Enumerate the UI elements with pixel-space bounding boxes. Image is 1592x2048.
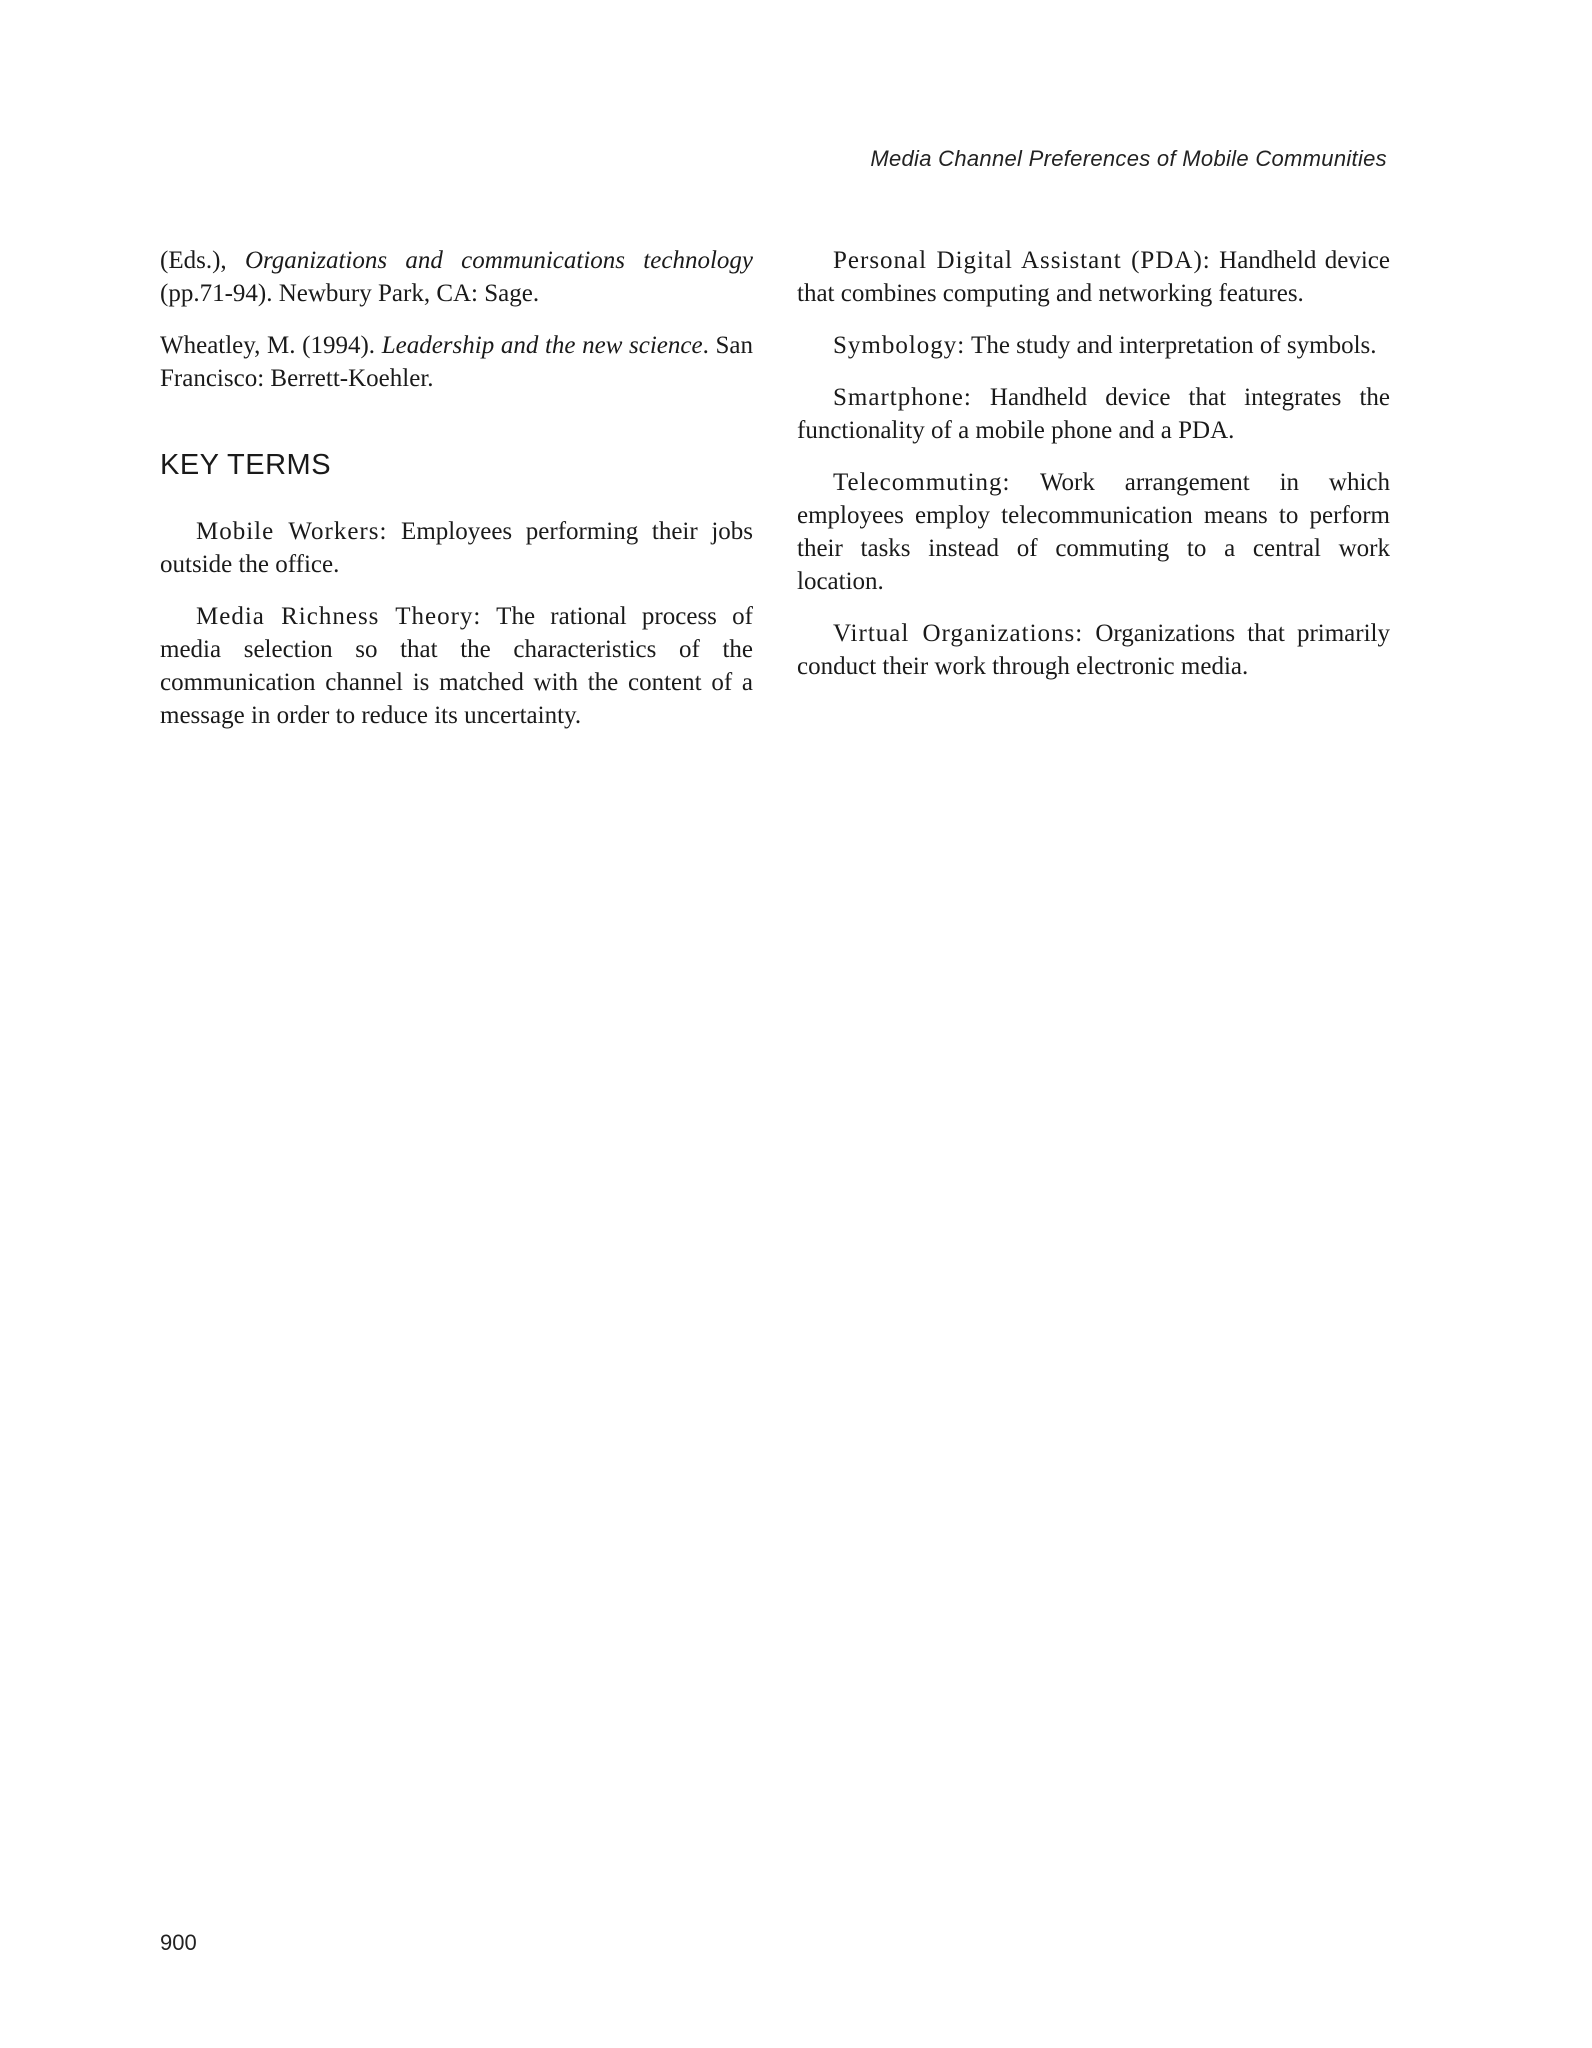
right-column bbox=[797, 244, 1390, 702]
key-term-definition: Employees performing their jobs outside the office. bbox=[160, 518, 753, 578]
key-term-entry bbox=[797, 617, 1390, 683]
reference-entry bbox=[160, 244, 753, 310]
key-term-entry bbox=[160, 515, 753, 581]
reference-title: Organizations and communications technology bbox=[244, 247, 753, 274]
key-term-definition: Work arrangement in which employees employ telecommunication means to perform their tasks instead of commuting to a central work location. bbox=[797, 469, 1390, 595]
key-term-name: Telecommuting: bbox=[833, 469, 1011, 496]
key-term-entry bbox=[797, 466, 1390, 598]
running-header: Media Channel Preferences of Mobile Communities bbox=[870, 146, 1387, 171]
key-term-definition: Handheld device that combines computing and networking features. bbox=[797, 247, 1390, 307]
reference-text: Wheatley, M. (1994). bbox=[160, 332, 382, 359]
key-term-definition: Organizations that primarily conduct their work through electronic media. bbox=[797, 620, 1390, 680]
key-term-definition: Handheld device that integrates the functionality of a mobile phone and a PDA. bbox=[797, 384, 1390, 444]
reference-text: (pp.71-94). Newbury Park, CA: Sage. bbox=[160, 280, 540, 307]
key-term-entry bbox=[797, 381, 1390, 447]
key-term-entry bbox=[797, 244, 1390, 310]
reference-entry bbox=[160, 329, 753, 395]
key-term-name: Smartphone: bbox=[833, 384, 972, 411]
key-term-name: Mobile Workers: bbox=[196, 518, 388, 545]
key-term-definition: The study and interpretation of symbols. bbox=[965, 332, 1377, 359]
key-term-name: Symbology: bbox=[833, 332, 966, 359]
key-term-definition: The rational process of media selection so that the characteristics of the communication channel is matched with the content of a message in order to reduce its uncertainty. bbox=[160, 603, 753, 729]
reference-text: . San Francisco: Berrett-Koehler. bbox=[160, 332, 753, 392]
reference-title: Leadership and the new science bbox=[381, 332, 703, 359]
key-term-name: Media Richness Theory: bbox=[196, 603, 482, 630]
left-column bbox=[160, 244, 753, 751]
page-number: 900 bbox=[160, 1930, 197, 1955]
key-term-entry bbox=[797, 329, 1390, 362]
section-heading: KEY TERMS bbox=[160, 449, 332, 481]
reference-text: (Eds.), bbox=[160, 247, 245, 274]
key-term-entry bbox=[160, 600, 753, 732]
key-term-name: Virtual Organizations: bbox=[833, 620, 1084, 647]
key-term-name: Personal Digital Assistant (PDA): bbox=[833, 247, 1211, 274]
